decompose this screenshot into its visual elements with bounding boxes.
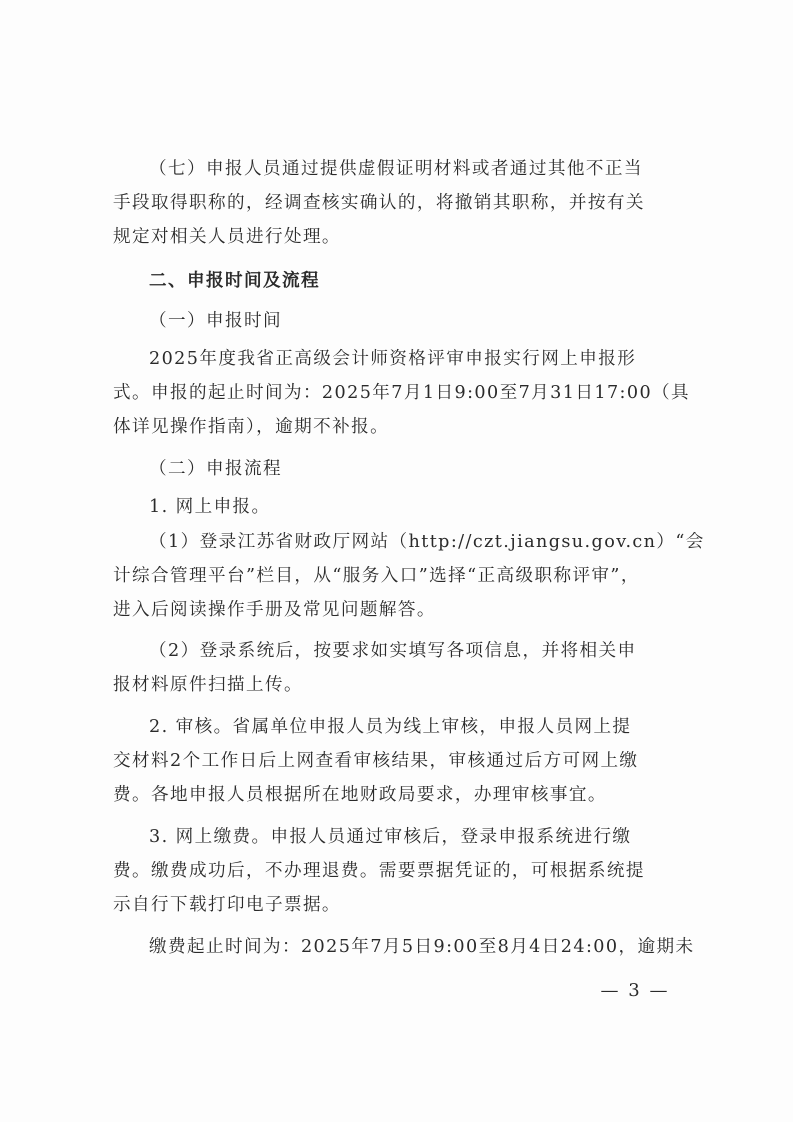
text-line: 手段取得职称的，经调查核实确认的，将撤销其职称，并按有关	[113, 193, 645, 213]
text-line: 计综合管理平台”栏目，从“服务入口”选择“正高级职称评审”，	[113, 566, 640, 586]
step-online	[113, 490, 683, 524]
text-line: 1. 网上申报。	[149, 497, 271, 517]
text-line: 体详见操作指南），逾期不补报。	[113, 417, 390, 437]
text-line: 费。缴费成功后，不办理退费。需要票据凭证的，可根据系统提	[113, 861, 645, 881]
paragraph-login	[113, 525, 705, 627]
subsection-1	[113, 304, 683, 338]
text-line: 交材料2个工作日后上网查看审核结果，审核通过后方可网上缴	[113, 751, 639, 771]
subsection-2	[113, 452, 683, 486]
text-line: 规定对相关人员进行处理。	[113, 227, 341, 247]
text-line: 式。申报的起止时间为：2025年7月1日9:00至7月31日17:00（具	[113, 383, 691, 403]
text-line: 3. 网上缴费。申报人员通过审核后，登录申报系统进行缴	[149, 827, 632, 847]
paragraph-deadline	[113, 342, 691, 444]
text-line: 进入后阅读操作手册及常见问题解答。	[113, 600, 436, 620]
text-line: （1）登录江苏省财政厅网站（http://czt.jiangsu.gov.cn）“会	[149, 532, 705, 552]
text-line: 缴费起止时间为：2025年7月5日9:00至8月4日24:00，逾期未	[149, 937, 695, 957]
paragraph-payment	[113, 820, 683, 922]
text-line: 报材料原件扫描上传。	[113, 675, 303, 695]
subsection-title: （二）申报流程	[149, 459, 282, 479]
subsection-title: （一）申报时间	[149, 311, 282, 331]
text-line: 2025年度我省正高级会计师资格评审申报实行网上申报形	[149, 349, 637, 369]
section-title: 二、申报时间及流程	[149, 271, 320, 291]
text-line: （2）登录系统后，按要求如实填写各项信息，并将相关申	[149, 641, 637, 661]
text-line: 费。各地申报人员根据所在地财政局要求，办理审核事宜。	[113, 785, 607, 805]
paragraph-payment-period	[113, 930, 695, 964]
paragraph-review	[113, 710, 683, 812]
text-line: （七）申报人员通过提供虚假证明材料或者通过其他不正当	[149, 159, 643, 179]
paragraph-fill	[113, 634, 683, 702]
body-text	[113, 152, 683, 254]
page-number: — 3 —	[600, 980, 670, 1001]
text-line: 2. 审核。省属单位申报人员为线上审核，申报人员网上提	[149, 717, 632, 737]
section-heading	[113, 264, 683, 298]
text-line: 示自行下载打印电子票据。	[113, 895, 341, 915]
